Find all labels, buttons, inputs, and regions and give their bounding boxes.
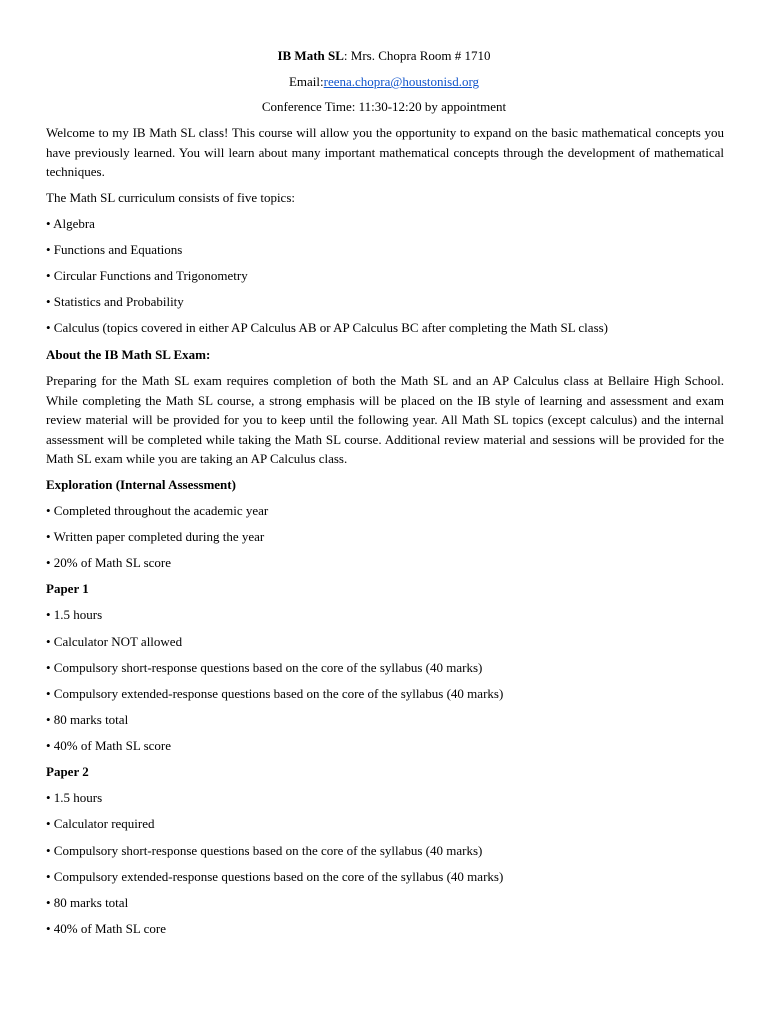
- topic-item: • Algebra: [46, 216, 95, 231]
- exploration-item: • Completed throughout the academic year: [46, 503, 269, 518]
- topic-item: • Functions and Equations: [46, 242, 183, 257]
- paper1-item: • Compulsory extended-response questions based on the core of the syllabus (40 marks): [46, 686, 504, 701]
- topic-item: • Circular Functions and Trigonometry: [46, 268, 248, 283]
- topic-item: • Statistics and Probability: [46, 294, 184, 309]
- paper2-item: • Compulsory short-response questions based on the core of the syllabus (40 marks): [46, 843, 483, 858]
- paper1-item: • 1.5 hours: [46, 607, 103, 622]
- email-label: Email:: [288, 74, 324, 89]
- exploration-item: • Written paper completed during the year: [46, 529, 265, 544]
- paper1-item: • 80 marks total: [46, 712, 129, 727]
- paper2-item: • 40% of Math SL core: [46, 921, 166, 936]
- email-line: [0, 72, 768, 92]
- paper2-item: • 1.5 hours: [46, 790, 103, 805]
- topic-item: • Calculus (topics covered in either AP Calculus AB or AP Calculus BC after completing the Math SL class): [46, 320, 609, 335]
- paper2-item: • 80 marks total: [46, 895, 129, 910]
- exam-heading: About the IB Math SL Exam:: [46, 347, 211, 362]
- teacher-room: : Mrs. Chopra Room # 1710: [343, 48, 491, 63]
- curriculum-intro: The Math SL curriculum consists of five topics:: [46, 190, 295, 205]
- course-title: IB Math SL: [277, 48, 344, 63]
- paper1-item: • Calculator NOT allowed: [46, 634, 183, 649]
- paper1-item: • 40% of Math SL score: [46, 738, 172, 753]
- exam-paragraph: Preparing for the Math SL exam requires completion of both the Math SL and an AP Calculus class at Bellaire High School. While completing the Math SL course, a strong emphasis will be placed on the IB style of learning and assessment and exam review material will be provided for you to keep until the following year. All Math SL topics (except calculus) and the internal assessment will be completed while taking the Math SL course. Additional review material and sessions will be provided for the Math SL exam while you are taking an AP Calculus class.: [46, 373, 724, 466]
- exploration-heading: Exploration (Internal Assessment): [46, 477, 236, 492]
- intro-paragraph: Welcome to my IB Math SL class! This course will allow you the opportunity to expand on the basic mathematical concepts you have previously learned. You will learn about many important mathematical concepts through the development of mathematical techniques.: [46, 125, 724, 179]
- exploration-item: • 20% of Math SL score: [46, 555, 172, 570]
- conference-time: Conference Time: 11:30-12:20 by appointment: [261, 99, 507, 114]
- course-header: [0, 46, 768, 66]
- paper1-heading: Paper 1: [46, 581, 89, 596]
- paper2-item: • Calculator required: [46, 816, 155, 831]
- paper2-heading: Paper 2: [46, 764, 89, 779]
- paper2-item: • Compulsory extended-response questions based on the core of the syllabus (40 marks): [46, 869, 504, 884]
- email-link[interactable]: reena.chopra@houstonisd.org: [323, 74, 480, 89]
- paper1-item: • Compulsory short-response questions based on the core of the syllabus (40 marks): [46, 660, 483, 675]
